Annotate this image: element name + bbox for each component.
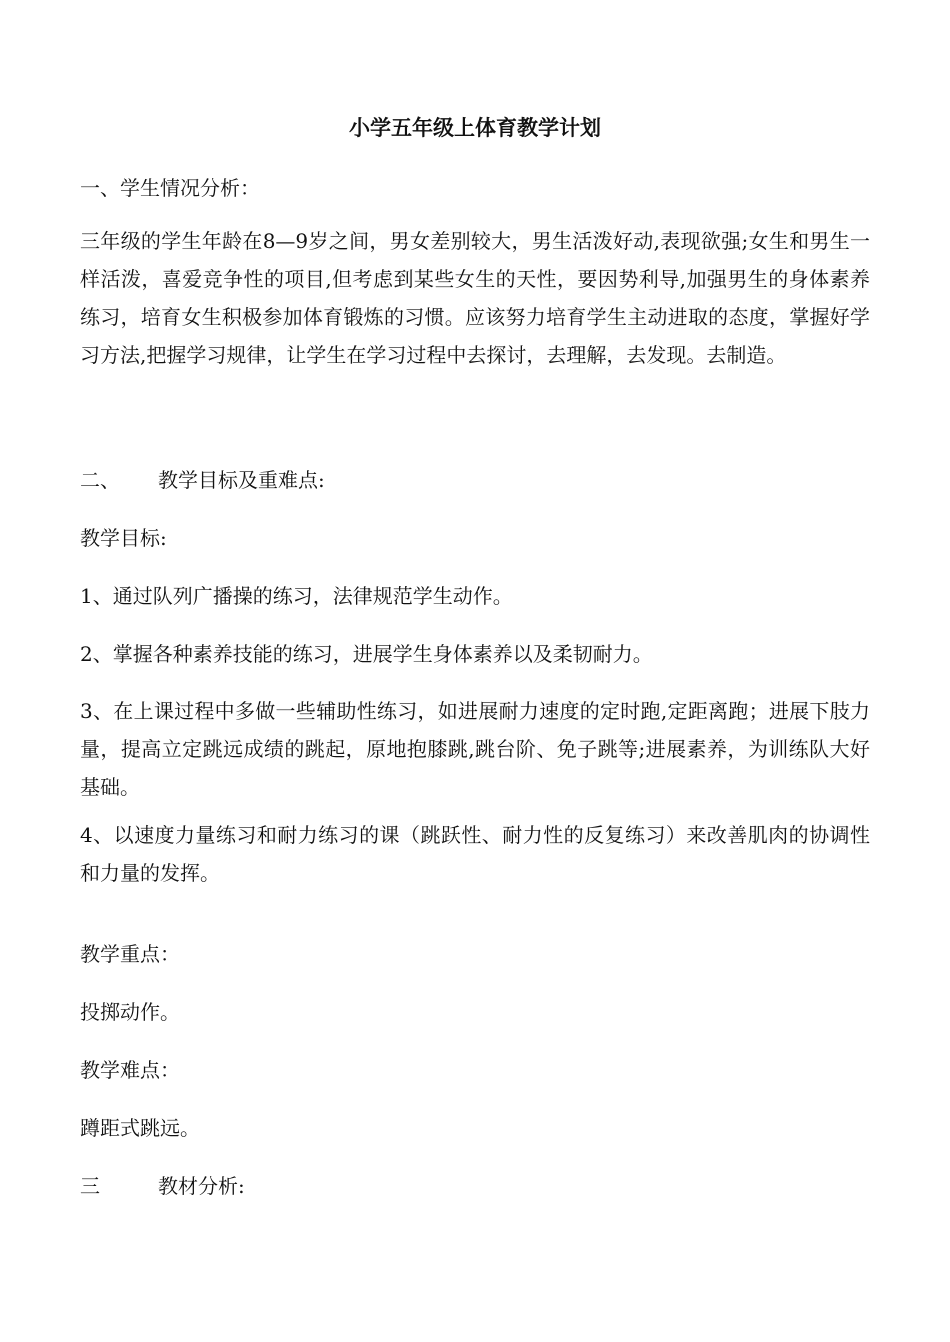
- section2-heading-number: 二、: [80, 468, 120, 492]
- difficulty-label: 教学难点：: [80, 1058, 180, 1082]
- goal-item-1: 1、通过队列广播操的练习，法律规范学生动作。: [80, 584, 513, 608]
- key-point-text: 投掷动作。: [80, 1000, 180, 1024]
- key-point-label: 教学重点：: [80, 942, 180, 966]
- difficulty-text: 蹲距式跳远。: [80, 1116, 200, 1140]
- section1-heading: 一、学生情况分析：: [80, 176, 260, 200]
- goal-item-4: 4、以速度力量练习和耐力练习的课（跳跃性、耐力性的反复练习）来改善肌肉的协调性和力量的发挥。: [80, 823, 870, 885]
- section2-heading-text: 教学目标及重难点:: [158, 468, 325, 492]
- section1-paragraph: 三年级的学生年龄在8—9岁之间，男女差别较大，男生活泼好动,表现欲强;女生和男生一样活泼，喜爱竞争性的项目,但考虑到某些女生的天性，要因势利导,加强男生的身体素养练习，培育女生积极参加体育锻炼的习惯。应该努力培育学生主动进取的态度，掌握好学习方法,把握学习规律，让学生在学习过程中去探讨，去理解，去发现。去制造。: [80, 229, 870, 367]
- goal-item-3: 3、在上课过程中多做一些辅助性练习，如进展耐力速度的定时跑,定距离跑；进展下肢力量，提高立定跳远成绩的跳起，原地抱膝跳,跳台阶、免子跳等;进展素养，为训练队大好基础。: [80, 699, 870, 799]
- goals-label: 教学目标:: [80, 526, 167, 550]
- section3-heading-text: 教材分析:: [158, 1174, 245, 1198]
- document-title: 小学五年级上体育教学计划: [349, 116, 601, 140]
- section3-heading-number: 三: [80, 1174, 100, 1198]
- section2-heading: [80, 464, 325, 496]
- goal-item-2: 2、掌握各种素养技能的练习，进展学生身体素养以及柔韧耐力。: [80, 642, 653, 666]
- section3-heading: [80, 1170, 245, 1202]
